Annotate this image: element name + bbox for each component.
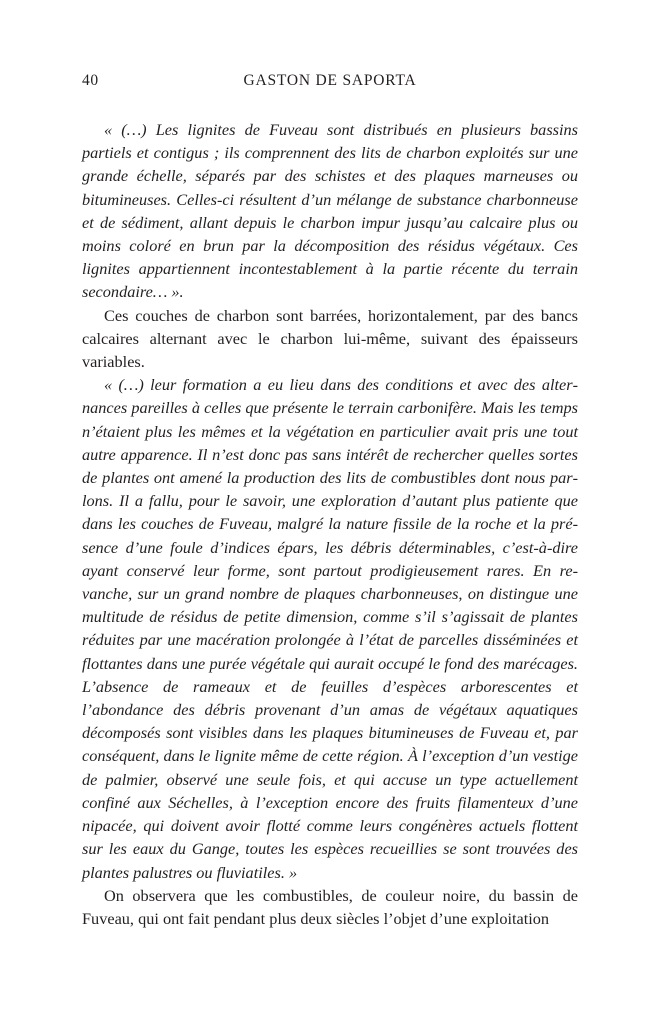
body-paragraph: On observera que les combustibles, de couleur noire, du bassin de Fuveau, qui ont fait pendant plus deux siècles l’objet d’une exploitation [82,885,578,928]
quote-paragraph: « (…) Les lignites de Fuveau sont distribués en plusieurs bassins partiels et contigus ; ils comprennent des lits de charbon exploités sur une grande échelle, séparés par des schistes et des plaques marneuses ou bitumineuses. Celles-ci résultent d’un mélange de substance charbonneuse et de sédiment, allant depuis le charbon impur jusqu’au calcaire plus ou moins coloré en brun par la décomposition des résidus végétaux. Ces lignites appartiennent incontestablement à la partie récente du terrain secondaire… ». [82,120,578,302]
body-paragraph: Ces couches de charbon sont barrées, horizontalement, par des bancs calcaires alternant avec le charbon lui-même, suivant des épaisseurs variables. [82,305,578,372]
running-head [82,72,578,92]
running-title: GASTON DE SAPORTA [243,72,417,89]
body-text [82,118,578,930]
page-number: 40 [82,72,99,89]
quote-paragraph: « (…) leur formation a eu lieu dans des conditions et avec des alternances pareilles à celles que présente le terrain carbonifère. Mais les temps n’étaient plus les mêmes et la végétation en particulier avait pris une tout autre apparence. Il n’est donc pas sans intérêt de rechercher quelles sortes de plantes ont amené la production des lits de combustibles dont nous parlons. Il a fallu, pour le savoir, une exploration d’autant plus patiente que dans les couches de Fuveau, malgré la nature fissile de la roche et la présence d’une foule d’indices épars, les débris déterminables, c’est-à-dire ayant conservé leur forme, sont partout prodigieusement rares. En revanche, sur un grand nombre de plaques charbonneuses, on distingue une multitude de résidus de petite dimension, comme s’il s’agissait de plantes réduites par une macération prolongée à l’état de parcelles disséminées et flottantes dans une purée végétale qui aurait occupé le fond des marécages. L’absence de rameaux et de feuilles d’espèces arborescentes et l’abondance des débris provenant d’un amas de végétaux aquatiques décomposés sont visibles dans les plaques bitumineuses de Fuveau et, par conséquent, dans le lignite même de cette région. À l’exception d’un vestige de palmier, observé une seule fois, et qui accuse un type actuellement confiné aux Séchelles, à l’exception encore des fruits filamenteux d’une nipacée, qui doivent avoir flotté comme leurs congénères actuels flottent sur les eaux du Gange, toutes les espèces recueillies se sont trouvées des plantes palustres ou fluviatiles. » [82,375,578,882]
